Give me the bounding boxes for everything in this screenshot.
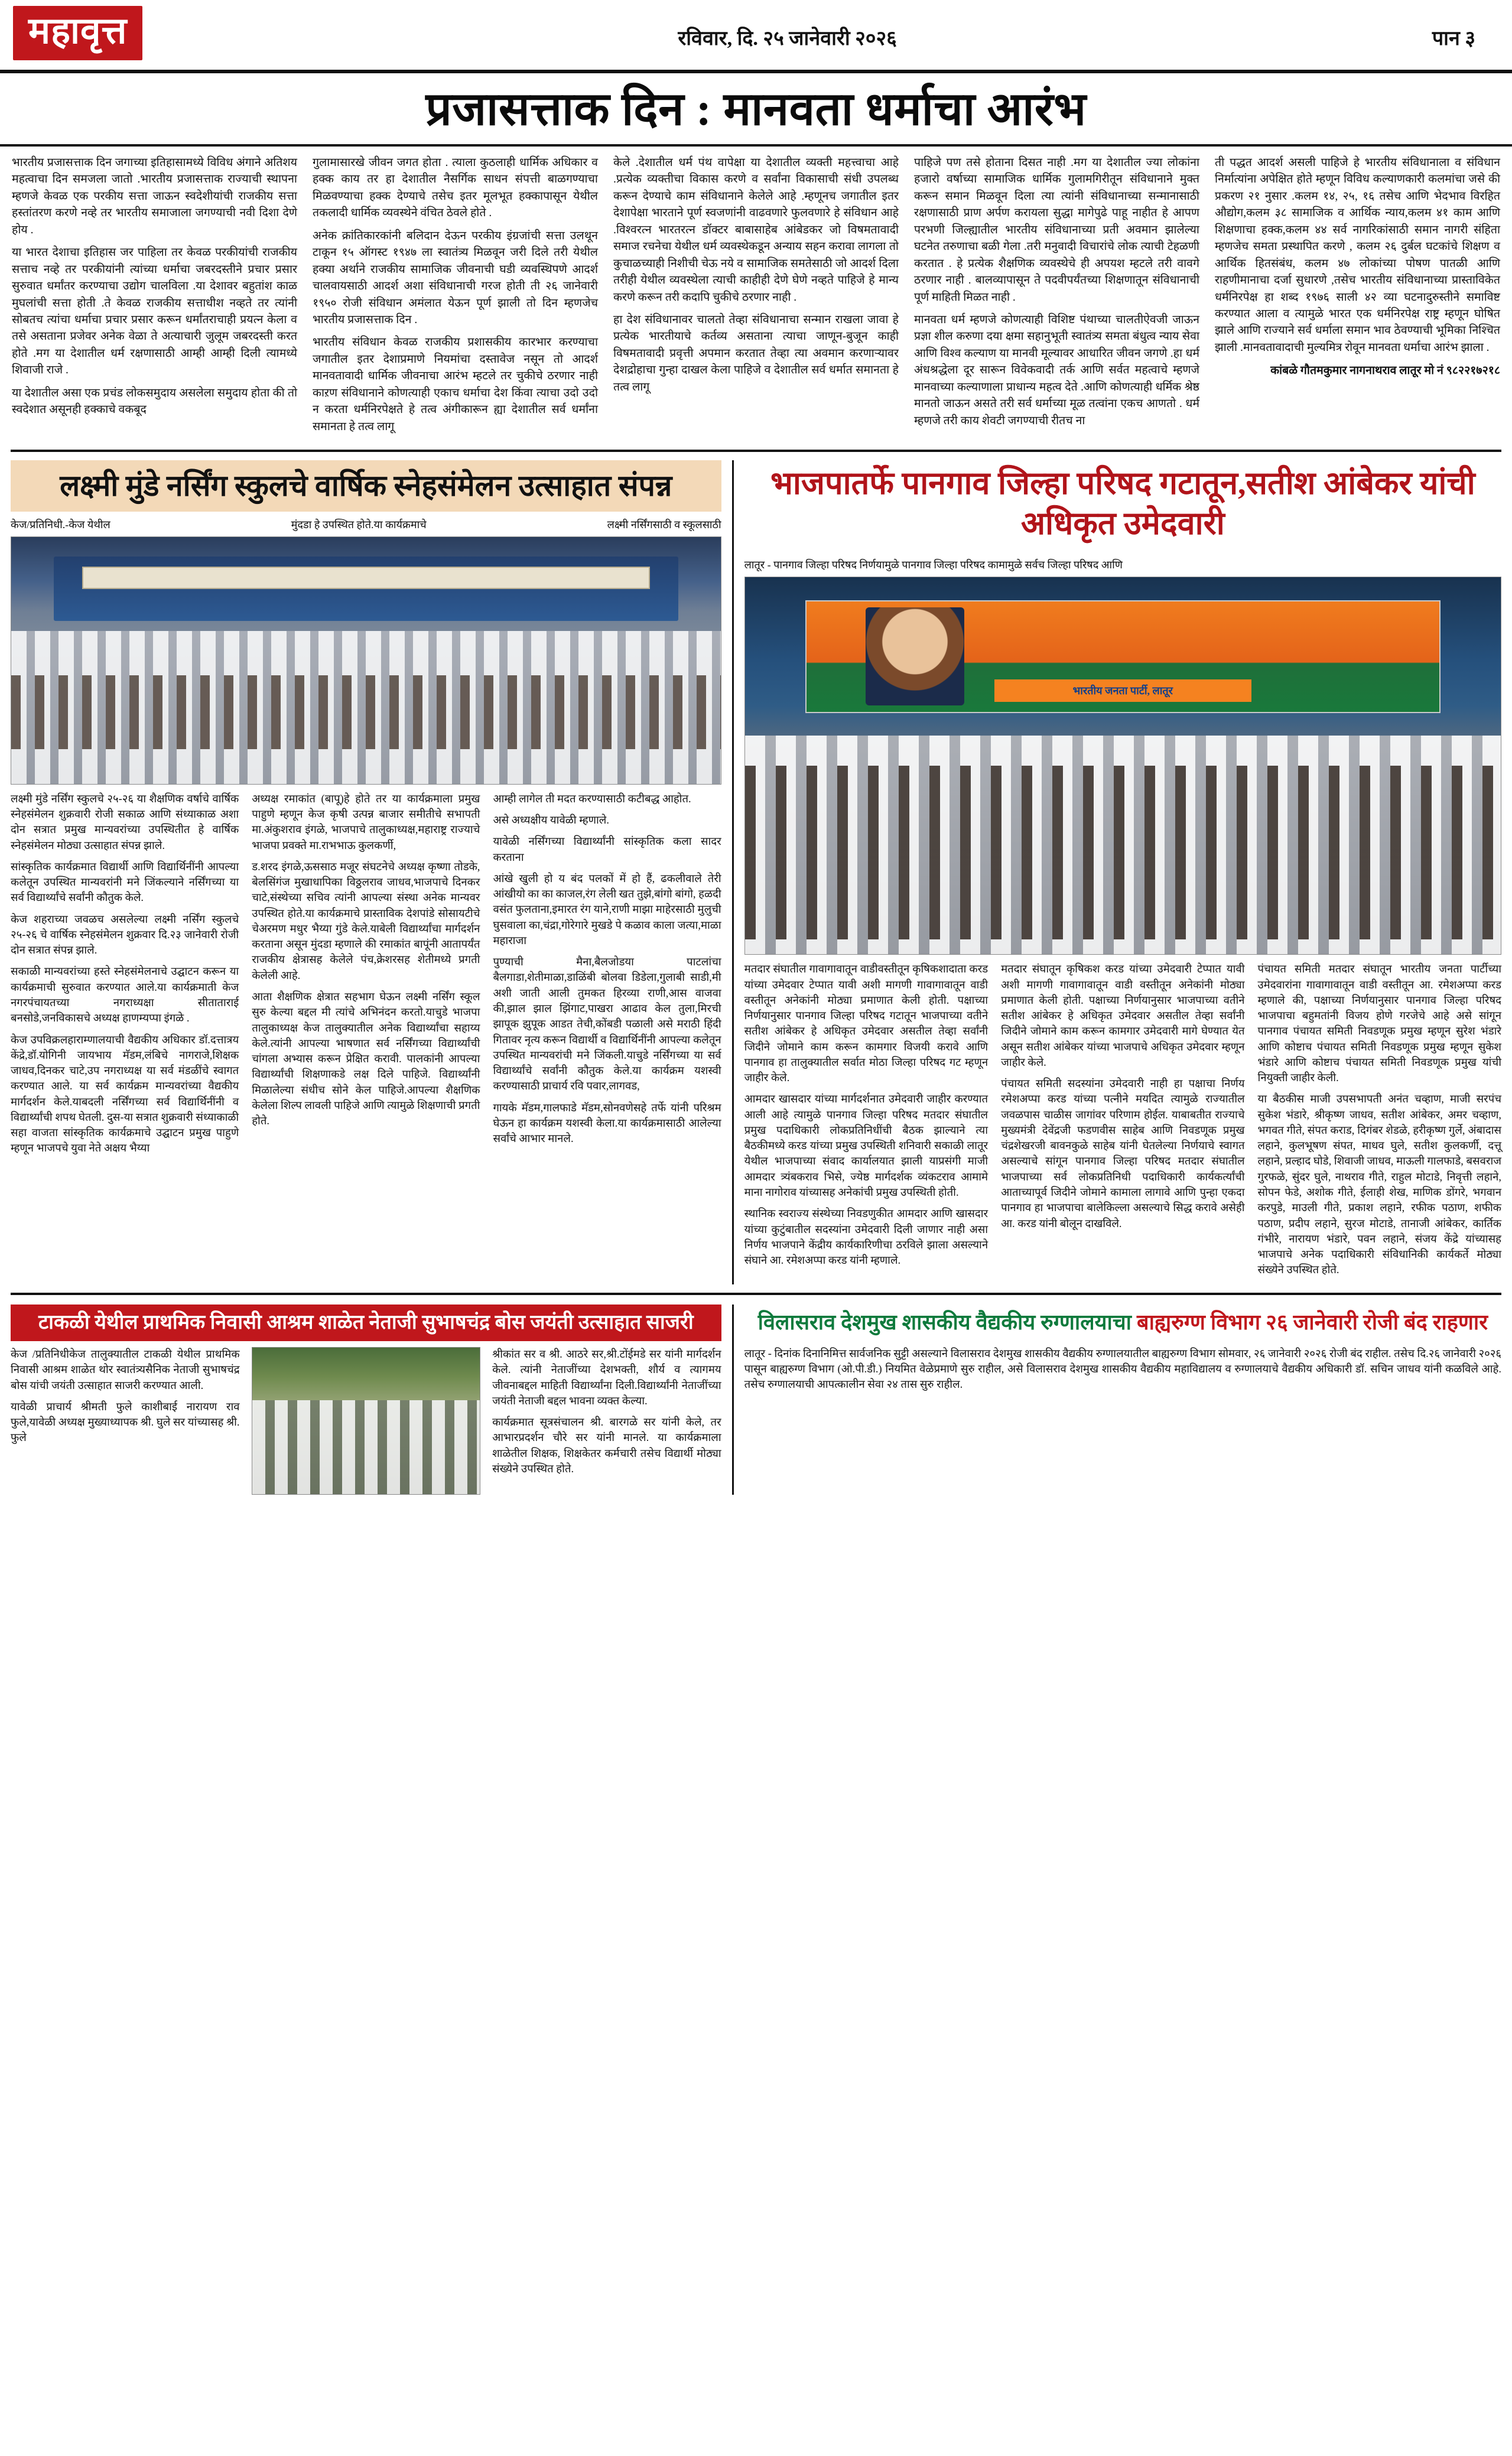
bottom-right-title-line1: विलासराव देशमुख शासकीय वैद्यकीय रुग्णालयाचा	[757, 1310, 1132, 1334]
photo-bjp-meeting	[744, 577, 1501, 955]
photo-nursing-group	[11, 536, 721, 785]
paragraph: पंचायत समिती सदस्यांना उमेदवारी नाही हा पक्षाचा निर्णय रमेशअप्पा करड यांच्या पत्नीने मयदित त्यामुळे राज्यातील जवळपास चाळीस जागांवर परिणाम होईल. याबाबतीत राज्याचे मुख्यमंत्री देवेंद्रजी फडणवीस साहेब आणि निवडणूक प्रमुख चंद्रशेखरजी बावनकुळे साहेब यांनी घेतलेल्या निर्णयाचे स्वागत असल्याचे सांगून पानगाव जिल्हा परिषद मतदार संघातील भाजपाच्या सर्व लोकप्रतिनिधी पदाधिकारी कार्यकर्त्यांची आताच्यापूर्व जिदीने जोमाने कामाला लागावे आणि पुन्हा एकदा पानगाव हा भाजपाचा बालेकिल्ला असल्याचे सिद्ध करावे असेही आ. करड यांनी बोलून दाखविले.	[1001, 1078, 1245, 1230]
lead-headline-wrap	[0, 73, 1512, 147]
paragraph: केले .देशातील धर्म पंथ वापेक्षा या देशातील व्यक्ती महत्त्वाचा आहे .प्रत्येक व्यक्तीचा विकास करणे व सर्वांना विकासाची संधी उपलब्ध करून देण्याचे काम संविधानाने केलेले आहे .म्हणूनच जगातील इतर देशापेक्षा भारताने पूर्ण स्वजणांनी वाढवणारे फुलवणारे हे संविधान आहे .विश्वरत्न भारतरत्न डॉक्टर बाबासाहेब आंबेडकर जो विषमतावादी समाज रचनेचा येथील धर्म व्यवस्थेकडून अन्याय सहन करावा लागला तो कुचाळच्याही निशीची चेऊ नये व सामाजिक समतेसाठी जो आदर्श दिला तरीही येथील व्यवस्थेला त्याची काहीही देणे घेणे नव्हते पाहिजे हे मान्य करणे करून तरी कदापि चुकीचे ठरणार नाही .	[613, 156, 899, 304]
bottom-left-title: टाकळी येथील प्राथमिक निवासी आश्रम शाळेत नेताजी सुभाषचंद्र बोस जयंती उत्साहात साजरी	[11, 1305, 721, 1342]
paragraph: या देशातील असा एक प्रचंड लोकसमुदाय असलेला समुदाय होता की तो स्वदेशात असूनही हक्काचे वकबूद	[12, 386, 297, 417]
story-left-byline	[11, 518, 721, 532]
photo-portrait	[866, 607, 964, 705]
paragraph: पाहिजे पण तसे होताना दिसत नाही .मग या देशातील ज्या लोकांना हजारो वर्षाच्या सामाजिक धार्मिक गुलामगिरीतून संविधानाने मुक्त करून समान मिळवून दिला त्या त्यांनी संविधानाच्या सन्मानासाठी रक्षणासाठी प्राण अर्पण करायला सुद्धा मागेपुढे पाहू नाहीत हे आपण परभणी जिल्ह्यातील भारतीय संविधानाच्या प्रती अवमान झालेल्या घटनेत तरुणाचा बळी गेला .तरी मनुवादी विचारांचे लोक त्याची टेहळणी करतात . हे प्रत्येक शैक्षणिक व्यवस्थेचे ही अपयश म्हटले तरी वावगे ठरणार नाही . बालव्यापासून ते पदवीपर्यंतच्या शिक्षणातून संविधानाची पूर्ण माहिती मिळत नाही .	[914, 156, 1199, 304]
paragraph: ती पद्धत आदर्श असली पाहिजे हे भारतीय संविधानाला व संविधान निर्मात्यांना अपेक्षित होते म्हणून विविध कल्याणकारी कलमांचा जसे की प्रकरण २१ नुसार .कलम १४, २५, १६ तसेच आणि भेदभाव विरहित औद्योग,कलम ३८ सामाजिक व आर्थिक न्याय,कलम ४१ काम आणि शिक्षणाचा हक्क,कलम ४४ सर्व नागरिकांसाठी समान नागरी संहिता म्हणजेच समता प्रस्थापित करणे , कलम २६ दुर्बल घटकांचे शिक्षण व आर्थिक हितसंबंध, कलम ४७ लोकांच्या पोषण पातळी आणि राहणीमानाचा दर्जा सुधारणे ,तसेच भारतीय संविधानाच्या प्रास्ताविकेत धर्मनिरपेक्ष हा शब्द १९७६ साली ४२ व्या घटनादुरुस्तीने समाविष्ट करण्यात आला व त्यामुळे भारत एक धर्मनिरपेक्ष राष्ट्र म्हणून घोषित झाले आणि राज्याने सर्व धर्माला समान भाव ठेवण्याची भूमिका निश्चित झाली .मानवतावादाची मुल्यमित्र रोवून मानवता धर्माचा आरंभ झाला .	[1215, 156, 1500, 354]
bottom-right-body	[744, 1346, 1501, 1399]
paragraph: गुलामासारखे जीवन जगत होता . त्याला कुठलाही धार्मिक अधिकार व हक्क काय तर हा देशातील नैसर्गिक साधन संपत्ती बाळगण्याचा मिळवण्याचा हक्क देण्याचे तसेच इतर मूलभूत हक्कापासून येथील तकलादी धार्मिक व्यवस्थेने वंचित ठेवले होते .	[313, 156, 598, 220]
photo-people-row	[252, 1400, 480, 1494]
paragraph: आता शैक्षणिक क्षेत्रात सहभाग घेऊन लक्ष्मी नर्सिंग स्कूल सुरु केल्या बद्दल मी त्यांचे अभिनंदन करतो.याचुडे भाजपा तालुकाध्यक्ष केज तालुक्यातील अनेक विद्यार्थ्यांचा सहाय्य केले.त्यांनी आपल्या भाषणात सर्व नर्सिंगच्या विद्यार्थ्यांची चांगला अभ्यास करून प्रेक्षित करावी. पालकांनी आपल्या विद्यार्थ्यांची शिक्षणाकडे लक्ष दिले पाहिजे. विद्यार्थ्यांनी मिळालेल्या संधीच सोने केल पाहिजे.आपल्या शैक्षणिक केलेला शिल्प लावली पाहिजे आणि त्यामुळे शिक्षणाची प्रगती होते.	[252, 991, 480, 1128]
paragraph: केज उपविक्रलहाराम्णालयाची वैद्यकीय अधिकार डॉ.दत्तात्रय केंद्रे,डॉ.योगिनी जायभाय मॅडम,लंबिचे नागराजे,शिक्षक जाधव,दिनकर चाटे,उप नगराध्यक्ष या सर्व मंडळींचे स्वागत करण्यात आले. या सर्व कार्यक्रम मान्यवरांच्या वैद्यकीय मार्गदर्शन केले.याबदली नर्सिंगच्या सर्व विद्यार्थिनींनी व विद्यार्थ्यांची शपथ घेतली. दुस-या सत्रात शुक्रवारी संध्याकाळी सहा वाजता सांस्कृतिक कार्यक्रमाचे उद्घाटन प्रमुख पाहुणे म्हणून भाजपचे युवा नेते अक्षय भैय्या	[11, 1034, 239, 1155]
paragraph: आंखे खुली हो य बंद पलकों में हो हैं, ढकलीवाले तेरी आंखीयो का का काजल,रंग लेली खत तुझे,बांगो बांगो, हळदी वसंत फुलताना,इमारत रंग याने,राणी माझा माहेरसाठी मुलुची घुसवाला का,चंद्रा,गोरेगारे मुखडे पे कळाव काला जत्या,माळा महाराजा	[493, 873, 721, 947]
lead-article-columns	[0, 147, 1512, 442]
story-right-byline	[744, 558, 1501, 572]
story-left-column-3	[493, 792, 721, 1163]
bottom-right-column-1	[744, 1346, 1501, 1399]
masthead-page-number: पान ३	[1432, 28, 1475, 50]
lead-column-3	[613, 155, 899, 442]
masthead-logo: महावृत्त	[13, 6, 142, 60]
paragraph: भारतीय संविधान केवळ राजकीय प्रशासकीय कारभार करण्याचा जगातील इतर देशाप्रमाणे नियमांचा दस्तावेज नसून तो आदर्श मानवतावादी धार्मिक जीवनाचा आरंभ म्हटले तर चुकीचे ठरणार नाही काऱण संविधानाने कोणत्याही एकाच धर्माचा देश किंवा त्याचा उदो उदो न करता धर्मनिरपेक्षते हे तत्व अंगीकारून ह्या देशातील सर्व धर्मांना समानता हे तत्व लागू	[313, 336, 598, 433]
story-left-column-1	[11, 792, 239, 1163]
masthead-date: रविवार, दि. २५ जानेवारी २०२६	[678, 28, 897, 50]
story-right-column-3	[1258, 962, 1501, 1284]
paragraph: मतदार संघातील गावागावातून वाडीवस्तीतून कृषिकशादाता करड यांच्या उमेदवार टेप्पात यावी अशी मागणी गावागावातून वाडी वस्तीतून अनेकांनी मोठ्या प्रमाणात केली होती. पक्षाच्या निर्णयानुसार पानगाव जिल्हा परिषद गटातून भाजपाच्या वतीने सतीश आंबेकर हे अधिकृत उमेदवार असतील तेव्हा सर्वांनी जिदीने जोमाने काम करून कामगार विजयी करावे आणि पानगाव हा तालुक्यातील सर्वात मोठा जिल्हा परिषद गट म्हणून जाहीर केले.	[744, 964, 989, 1085]
story-bjp-candidate	[734, 460, 1501, 1284]
story-right-title: भाजपातर्फे पानगाव जिल्हा परिषद गटातून,सतीश आंबेकर यांची अधिकृत उमेदवारी	[770, 466, 1475, 541]
story-right-column-2	[1001, 962, 1244, 1284]
paragraph: गायके मॅडम,गालफाडे मॅडम,सोनवणेसहे तर्फे यांनी परिश्रम घेऊन हा कार्यक्रम यशस्वी केला.या कार्यक्रमासाठी आलेल्या सर्वांचे आभार मानले.	[493, 1102, 721, 1146]
paragraph: पंचायत समिती मतदार संघातून भारतीय जनता पार्टीच्या उमेदवारांना गावागावातून वाडी वस्तीतून आ. रमेशअप्पा करड म्हणाले की, पक्षाच्या निर्णयानुसार पानगाव जिल्हा परिषद भाजपाचा बहुमतांनी विजय होणे गरजेचे आहे असे सांगून पानगाव पंचायत समिती निवडणूक प्रमुख म्हणून सुरेश भंडारे आणि कोष्टाच पंचायत समिती निवडणूक प्रमुख म्हणून सुकेश भंडारे आणि कोष्टाच पंचायत समिती निवडणूक प्रमुख यांची नियुक्ती जाहीर केली.	[1257, 964, 1501, 1085]
paragraph: स्थानिक स्वराज्य संस्थेच्या निवडणुकीत आमदार आणि खासदार यांच्या कुटुंबातील सदस्यांना उमेदवारी दिली जाणार नाही असा निर्णय भाजपाने केंद्रीय कार्यकारिणीचा ठरविले झाला असल्याने संघाने आ. रमेशअप्पा करड यांनी म्हणाले.	[744, 1208, 989, 1267]
paragraph: यावेळी प्राचार्य श्रीमती फुले काशीबाई नारायण राव फुले,यावेळी अध्यक्ष मुख्याध्यापक श्री. घुले सर यांच्यासह श्री. फुले	[11, 1401, 240, 1445]
paragraph: मानवता धर्म म्हणजे कोणत्याही विशिष्ट पंथाच्या चालतीऐवजी जाऊन प्रज्ञा शील करुणा दया क्षमा सहानुभूती स्वातंत्र्य समता बंधुत्व न्याय सेवा आणि विश्व कल्याण या मानवी मूल्यावर आधारित जीवन जगणे .हा धर्म अंधश्रद्धेला दूर सारून विवेकवादी तर्क आणि सर्वत महत्वाचे म्हणजे मानवाच्या कल्याणाला प्राधान्य महत्व देते .आणि कोणत्याही धर्मिक श्रेष्ठ मानतो जाऊन असते तरी सर्व धर्माच्या मूळ तत्वांना एकच आणतो . धर्म म्हणजे तरी काय शेवटी जगण्याची रीतच ना	[914, 314, 1199, 427]
bottom-right-title-line2: बाह्यरुग्ण विभाग २६ जानेवारी रोजी बंद राहणार	[1137, 1310, 1488, 1334]
story-left-body	[11, 792, 721, 1163]
paragraph: लक्ष्मी मुंडे नर्सिंग स्कुलचे २५-२६ या शैक्षणिक वर्षाचे वार्षिक स्नेहसंमेलन शुक्रवारी रोजी सकाळ आणि संध्याकाळ अशा दोन सत्रात प्रमुख मान्यवरांच्या उपस्थितीत हे वार्षिक स्नेहसंमेलन मोठ्या उत्साहात संपन्न झाले.	[11, 793, 239, 852]
story-left-column-2	[252, 792, 480, 1163]
paragraph: अध्यक्ष रमाकांत (बापू)हे होते तर या कार्यक्रमाला प्रमुख पाहुणे म्हणून केज कृषी उत्पन्न बाजार समीतीचे सभापती मा.अंकुशराव इंगळे, भाजपाचे तालुकाध्यक्ष,महाराष्ट्र राज्याचे भाजपा प्रवक्ते मा.राभभाऊ कुलकर्णी,	[252, 793, 480, 852]
paragraph: असे अध्यक्षीय यावेळी म्हणाले.	[493, 815, 609, 827]
paragraph: आमदार खासदार यांच्या मार्गदर्शनात उमेदवारी जाहीर करण्यात आली आहे त्यामुळे पानगाव जिल्हा परिषद मतदार संघातील प्रमुख पदाधिकारी लोकप्रतिनिधींची बैठक झाल्याने त्या बैठकीमध्ये करड यांच्या प्रमुख उपस्थिती शनिवारी सकाळी लातूर येथील भाजपाच्या संवाद कार्यालयात झाली याप्रसंगी माजी आमदार त्र्यंबकराव भिसे, ज्येष्ठ मार्गदर्शक व्यंकटराव आमामे माना नागोराव यांच्यासह अनेकांची प्रमुख उपस्थिती होती.	[744, 1094, 989, 1199]
photo-banner-strip	[82, 567, 650, 589]
story-nursing-school	[11, 460, 734, 1284]
lead-column-1	[12, 155, 297, 442]
paragraph: लातूर - दिनांक दिनानिमित्त सार्वजनिक सुट्टी असल्याने विलासराव देशमुख शासकीय वैद्यकीय रुग्णालयातील बाह्यरुग्ण विभाग सोमवार, २६ जानेवारी २०२६ रोजी बंद राहील. तसेच दि.२६ जानेवारी २०२६ पासून बाह्यरुग्ण विभाग (ओ.पी.डी.) नियमित वेळेप्रमाणे सुरु राहील, असे विलासराव देशमुख शासकीय वैद्यकीय महाविद्यालय व रुग्णालयाचे वैद्यकीय अधिकारी डॉ. सचिन जाधव यांनी कळविले आहे. तसेच रुग्णालयाची आपत्कालीन सेवा २४ तास सुरु राहील.	[744, 1348, 1501, 1391]
page-title: प्रजासत्ताक दिन : मानवता धर्माचा आरंभ	[425, 83, 1087, 135]
paragraph: या भारत देशाचा इतिहास जर पाहिला तर केवळ परकीयांची राजकीय सत्ताच नव्हे तर परकीयांनी त्यांच्या धर्माचा जबरदस्तीने प्रचार प्रसार सुरुवात धर्मांतर करण्याचा उद्योग चालविला .या देशावर बहुतांश काळ मुघलांची सत्ता होती .ते केवळ राजकीय सत्ताधीश नव्हते तर त्यांनी सोबतच त्यांचा धर्माचा प्रचार प्रसार करून धर्मांतराचाही प्रयत्न केला व तसे असताना प्रजेवर अनेक वेळा ते अत्याचारी जुलूम जबरदस्ती करत होते .मग या देशातील धर्म रक्षणासाठी आम्ही आम्ही दिली त्यामध्ये शिवाजी राजे .	[12, 246, 297, 377]
bottom-left-column-1	[11, 1347, 240, 1495]
story-right-column-1	[744, 962, 988, 1284]
paragraph: यावेळी नर्सिंगच्या विद्यार्थ्यांनी सांस्कृतिक कला सादर करताना	[493, 836, 721, 864]
paragraph: कार्यक्रमात सूत्रसंचालन श्री. बारगळे सर यांनी केले, तर आभारप्रदर्शन चौरे सर यांनी मानले. या कार्यक्रमाला शाळेतील शिक्षक, शिक्षकेतर कर्मचारी तसेच विद्यार्थी मोठ्या संख्येने उपस्थित होते.	[492, 1417, 721, 1475]
story-left-title: लक्ष्मी मुंडे नर्सिंग स्कुलचे वार्षिक स्नेहसंमेलन उत्साहात संपन्न	[11, 460, 721, 512]
paragraph: आम्ही लागेल ती मदत करण्यासाठी कटीबद्ध आहोत.	[493, 793, 691, 805]
photo-audience-heads	[745, 766, 1501, 939]
paragraph: ड.शरद इंगळे,ऊससाठ मजूर संघटनेचे अध्यक्ष कृष्णा तोडके, बेलसिंगंज मुखाधापिका विठ्ठलराव जाधव,भाजपाचे दिनकर चाटे,संस्थेच्या सचिव त्यांनी आपल्या संस्था अनेक मान्यवर उपस्थित होते.या कार्यक्रमाचे प्रास्ताविक देशपांडे सोसायटीचे चेअरमण मधुर भैय्या गुंडे केले.याबेली विद्यार्थ्यांचा मार्गदर्शन करताना असून मुंदडा म्हणाले की रमाकांत बापूंनी आतापर्यंत राजकीय क्षेत्रासह केलेले पंच,क्रेशरसह शेतीमध्ये प्रगती केलेली आहे.	[252, 861, 480, 982]
lead-column-2	[313, 155, 598, 442]
paragraph: केज शहराच्या जवळच असलेल्या लक्ष्मी नर्सिंग स्कुलचे २५-२६ चे वार्षिक स्नेहसंमेलन शुक्रवार दि.२३ जानेवारी रोजी दोन सत्रात संपन्न झाले.	[11, 913, 239, 957]
paragraph: या बैठकीस माजी उपसभापती अनंत चव्हाण, माजी सरपंच सुकेश भंडारे, श्रीकृष्ण जाधव, सतीश आंबेकर, अमर चव्हाण, भगवत गीते, संपत कराड, दिगंबर शेडळे, हरीकृष्ण गुर्ले, अंबादास लहाने, कुलभूषण संपत, माधव घुले, सतीश कुलकर्णी, दत्तू लहाने, प्रल्हाद घोडे, शिवाजी जाधव, माऊली गालफाडे, बसवराज गुरफळे, सुंदर घुले, नाथराव गीते, राहुल मोटाडे, निवृत्ती लहाने, सोपन फेडे, अशोक गीते, ईलाही शेख, माणिक डोंगरे, भगवान करपुडे, माउली गीते, प्रकाश लहाने, रफीक पठाण, शफीक पठाण, प्रदीप लहाने, सुरज मोटाडे, तानाजी आंबेकर, कार्तिक गंभीरे, नारायण भंडारे, पवन लहाने, संजय केंद्रे यांच्यासह भाजपाचे अनेक पदाधिकारी संविधानिकी कार्यकर्ते मोठ्या संख्येने उपस्थित होते.	[1257, 1094, 1501, 1277]
byline-left: केज/प्रतिनिधी.-केज येथील	[11, 518, 110, 531]
article-signature: कांबळे गौतमकुमार नागनाथराव लातूर मो नं ९८२२१७२१८	[1270, 365, 1500, 378]
paragraph: श्रीकांत सर व श्री. आठरे सर,श्री.टोंईमडे सर यांनी मार्गदर्शन केले. त्यांनी नेताजींच्या देशभक्ती, शौर्य व त्यागमय जीवनाबद्दल माहिती विद्यार्थ्यांना दिली.विद्यार्थ्यांनी नेताजींच्या जयंती नेताजी बद्दल भावना व्यक्त केल्या.	[492, 1349, 721, 1407]
photo-party-label: भारतीय जनता पार्टी, लातूर	[994, 679, 1251, 702]
bottom-left-column-2	[492, 1347, 721, 1495]
paragraph: पुण्याची मैना,बैलजोडया पाटलांचा बैलगाडा,शेतीमाळा,डाळिंबी बोलवा डिडेला,गुलाबी साडी,मी अशी जाती आली तुमकत हिरव्या राणी,आस वाजवा की,झाल झाल झिंगाट,पाखरा आढाव केल तुला,मिरची झापूक झुपूक आडत तेची,कोंबडी पळाली असे मराठी हिंदी गितावर नृत्य करून विद्यार्थी व विद्यार्थिनींनी आपल्या कलेतून उपस्थित मान्यवरांची मने जिंकली.याचुडे नर्सिंगच्या या सर्व विद्यार्थ्यांचे सर्वांनी कौतुक केले.या कार्यक्रम यशस्वी करण्यासाठी प्राचार्य रवि पवार,लागवड,	[493, 957, 721, 1093]
paragraph: सांस्कृतिक कार्यक्रमात विद्यार्थी आणि विद्यार्थिनींनी आपल्या कलेतून उपस्थित मान्यवरांनी मने जिंकल्याने नर्सिंगच्या या सर्व विद्यार्थ्यांचे सर्वांनी कौतुक केले.	[11, 861, 239, 905]
byline-center: मुंदडा हे उपस्थित होते.या कार्यक्रमाचे	[291, 518, 427, 531]
paragraph: अनेक क्रांतिकारकांनी बलिदान देऊन परकीय इंग्रजांची सत्ता उलथून टाकून १५ ऑगस्ट १९४७ ला स्वातंत्र्य मिळवून जरी दिले तरी येथील हक्या अर्थाने राजकीय सामाजिक जीवनाची घडी व्यवस्थिपणे आदर्श चालवायसाठी आदर्श अशा संविधानाची गरज होती ती २६ जानेवारी १९५० रोजी संविधान अमंलात येऊन पूर्ण झाली तो दिन म्हणजेच भारतीय प्रजासत्ताक दिन .	[313, 229, 598, 327]
byline-text: लातूर - पानगाव जिल्हा परिषद निर्णयामुळे पानगाव जिल्हा परिषद कामामुळे सर्वच जिल्हा परिषद आणि	[744, 559, 1123, 571]
bottom-left-body	[11, 1347, 721, 1495]
photo-heads	[11, 675, 721, 749]
paragraph: मतदार संघातून कृषिकश करड यांच्या उमेदवारी टेप्पात यावी अशी मागणी गावागावातून वाडी वस्तीतून अनेकांनी मोठ्या प्रमाणात केली होती. पक्षाच्या निर्णयानुसार भाजपाच्या वतीने सतीश आंबेकर हे अधिकृत उमेदवार असतील तेव्हा सर्वांनी जिदीने जोमाने काम करून कामगार उमेदवारी मागे घेण्यात येत असून सतीश आंबेकर यांच्या भाजपाचे अधिकृत उमेदवार म्हणून जाहीर केले.	[1001, 964, 1245, 1069]
bottom-right-title	[744, 1305, 1501, 1341]
bottom-left-photo-column	[252, 1347, 481, 1495]
lead-column-5	[1215, 155, 1500, 442]
masthead	[0, 0, 1512, 73]
secondary-stories	[0, 460, 1512, 1284]
photo-netaji-event	[252, 1347, 481, 1495]
story-right-body	[744, 962, 1501, 1284]
lead-column-4	[914, 155, 1199, 442]
byline-right: लक्ष्मी नर्सिंगसाठी व स्कूलसाठी	[607, 518, 721, 531]
section-divider-2	[11, 1293, 1501, 1295]
page-bottom-spacer	[0, 1495, 1512, 1504]
story-hospital-closure	[734, 1305, 1501, 1495]
section-divider	[11, 450, 1501, 452]
paragraph: सकाळी मान्यवरांच्या हस्ते स्नेहसंमेलनाचे उद्घाटन करून या कार्यक्रमाची सुरुवात करण्यात आले.या कार्यक्रमाती केज नगरपंचायतच्या नगराध्यक्षा सीताताराई बनसोडे,जनविकासचे अध्यक्ष हाणम्यप्पा इंगळे .	[11, 966, 239, 1025]
story-netaji-jayanti	[11, 1305, 734, 1495]
paragraph: हा देश संविधानावर चालतो तेव्हा संविधानाचा सन्मान राखला जावा हे प्रत्येक भारतीयाचे कर्तव्य असताना त्याचा जाणून-बुजून काही विषमतावादी प्रवृत्ती अपमान करतात तेव्हा त्या अवमान करणाऱ्यावर देशद्रोहाचा गुन्हा दाखल केला पाहिजे व देशातील सर्व धर्मात समानता हे तत्व लागू	[613, 314, 899, 393]
paragraph: भारतीय प्रजासत्ताक दिन जगाच्या इतिहासामध्ये विविध अंगाने अतिशय महत्वाचा दिन समजला जातो .भारतीय प्रजासत्ताक राज्याची स्थापना म्हणजे केवळ एक परकीय सत्ता जाऊन स्वदेशीयांची राजकीय सत्ता हस्तांतरण करणे नव्हे तर भारतीय समाजाला जगण्याची नवी दिशा देणे होय .	[12, 156, 297, 236]
paragraph: केज /प्रतिनिधीकेज तालुक्यातील टाकळी येथील प्राथमिक निवासी आश्रम शाळेत थोर स्वातंत्र्यसैनिक नेताजी सुभाषचंद्र बोस यांची जयंती उत्साहात साजरी करण्यात आली.	[11, 1349, 240, 1392]
bottom-stories	[0, 1305, 1512, 1495]
